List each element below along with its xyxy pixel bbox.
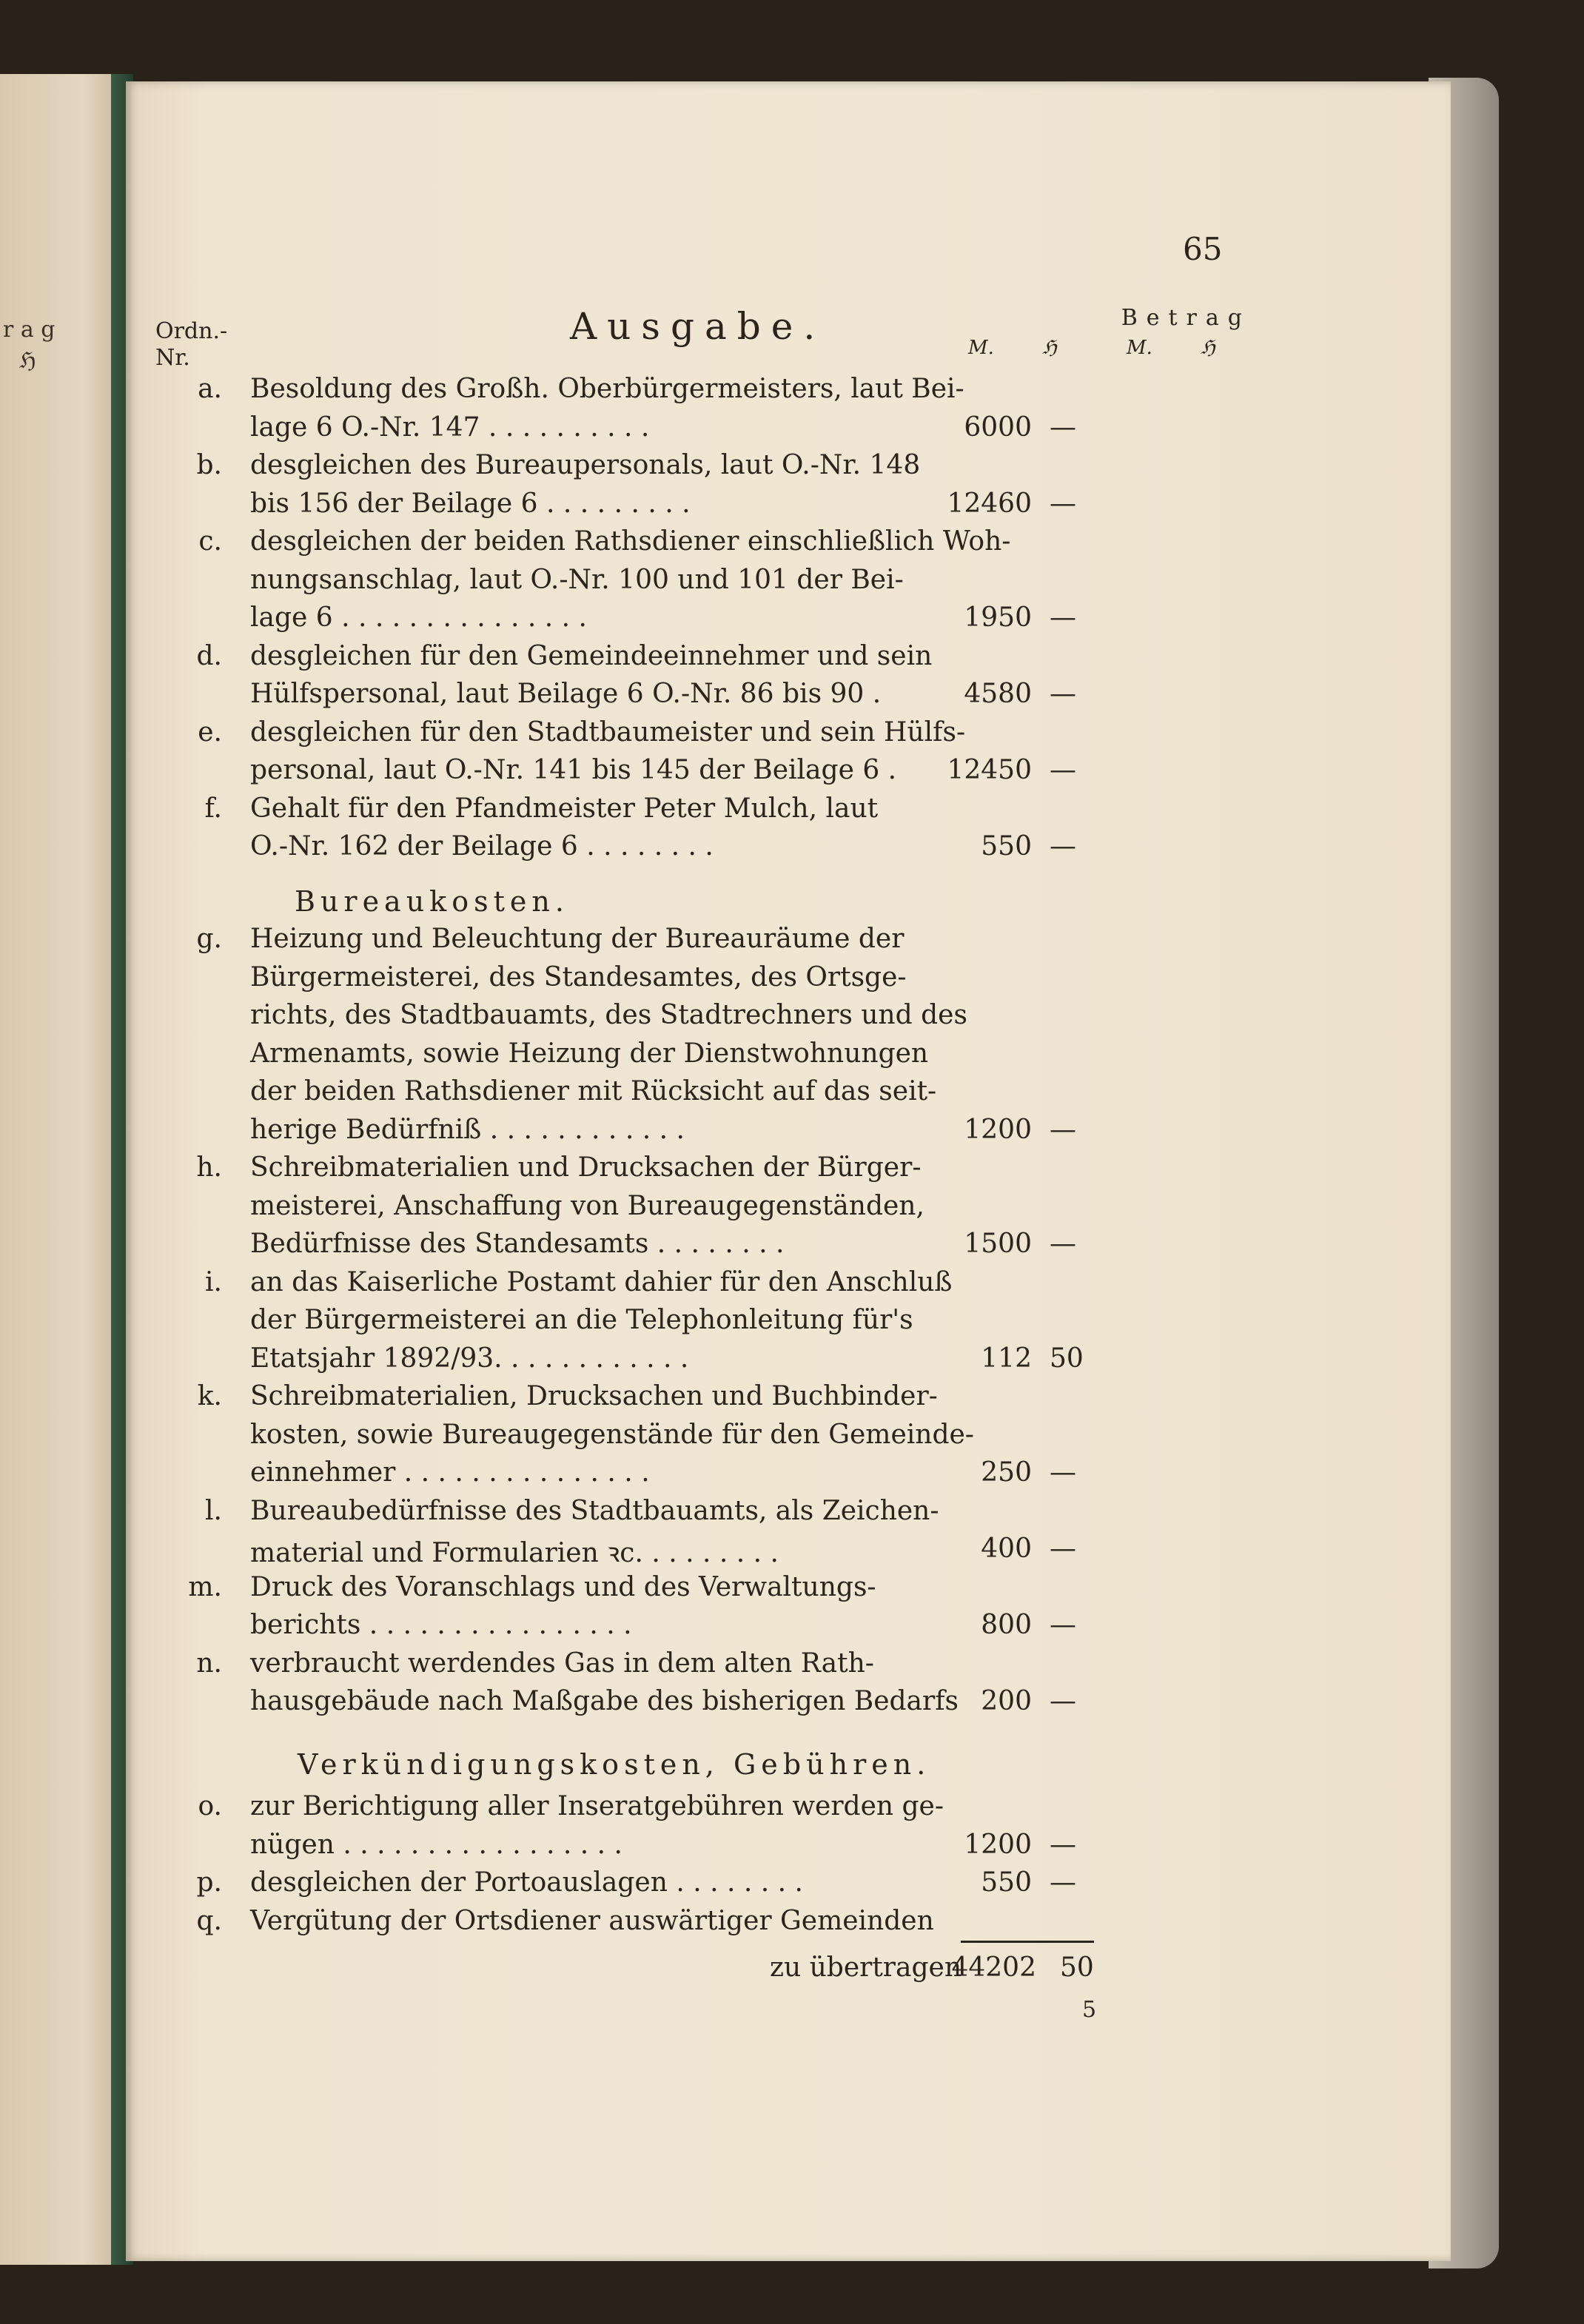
entry-text-line: richts, des Stadtbauamts, des Stadtrechners und des (250, 1000, 967, 1030)
entry-text-line: material und Formularien ꝛc. . . . . . . . . (250, 1538, 779, 1568)
entry-text-line: bis 156 der Beilage 6 . . . . . . . . . (250, 488, 691, 519)
entry-amount-pf: — (1050, 831, 1076, 862)
entry-text-line: desgleichen für den Gemeindeeinnehmer und sein (250, 640, 933, 671)
entry-key: b. (196, 450, 222, 480)
entry-text-line: herige Bedürfniß . . . . . . . . . . . . (250, 1114, 685, 1145)
entry-key: i. (205, 1266, 222, 1297)
entry-key: g. (196, 924, 222, 954)
unit-mark-2: M. (1127, 337, 1152, 359)
carry-mark: 44202 (951, 1952, 1036, 1983)
entry-amount-mark: 550 (981, 1867, 1032, 1898)
entry-amount-pf: — (1050, 1867, 1076, 1898)
entry-text-line: hausgebäude nach Maßgabe des bisherigen Bedarfs (250, 1686, 959, 1716)
column-header-ordn (155, 318, 227, 372)
unit-pf-1: ℌ (1042, 337, 1057, 359)
entry-amount-pf: — (1050, 602, 1076, 633)
entry-key: c. (198, 526, 222, 557)
entry-text-line: Armenamts, sowie Heizung der Dienstwohnungen (250, 1038, 929, 1069)
entry-amount-pf: — (1050, 1114, 1076, 1145)
entry-key: q. (196, 1905, 222, 1936)
entry-amount-pf: — (1050, 1829, 1076, 1860)
entry-text-line: Schreibmaterialien, Drucksachen und Buchbinder- (250, 1381, 938, 1411)
entry-text-line: O.-Nr. 162 der Beilage 6 . . . . . . . . (250, 831, 714, 862)
entry-amount-pf: — (1050, 488, 1076, 519)
entry-text-line: nungsanschlag, laut O.-Nr. 100 und 101 der Bei- (250, 564, 904, 595)
sum-rule (961, 1941, 1094, 1943)
entry-text-line: einnehmer . . . . . . . . . . . . . . . (250, 1457, 650, 1488)
entry-amount-pf: — (1050, 755, 1076, 785)
entry-amount-pf: — (1050, 1686, 1076, 1716)
entry-amount-mark: 200 (981, 1686, 1032, 1716)
entry-amount-mark: 4580 (964, 679, 1032, 709)
entry-text-line: Besoldung des Großh. Oberbürgermeisters, laut Bei- (250, 374, 964, 404)
entry-text-line: desgleichen für den Stadtbaumeister und sein Hülfs- (250, 716, 966, 748)
entry-amount-pf: — (1050, 679, 1076, 709)
entry-key: l. (205, 1495, 222, 1526)
entry-amount-mark: 550 (981, 831, 1032, 862)
entry-text-line: verbraucht werdendes Gas in dem alten Rath- (250, 1648, 874, 1679)
entry-amount-mark: 400 (981, 1534, 1032, 1564)
entry-text-line: desgleichen der Portoauslagen . . . . . . . . (250, 1867, 803, 1898)
entry-text-line: personal, laut O.-Nr. 141 bis 145 der Beilage 6 . (250, 755, 897, 785)
entry-amount-mark: 800 (981, 1610, 1032, 1640)
entry-text-line: Druck des Voranschlags und des Verwaltungs- (250, 1571, 876, 1602)
left-page-text-unit: ℌ (19, 348, 36, 374)
entry-key: f. (204, 793, 222, 824)
entry-key: o. (198, 1791, 222, 1821)
entry-text-line: zur Berichtigung aller Inseratgebühren werden ge- (250, 1791, 944, 1821)
entry-key: m. (188, 1571, 222, 1602)
left-page (0, 74, 118, 2265)
entry-text-line: lage 6 . . . . . . . . . . . . . . . (250, 602, 587, 633)
entry-amount-mark: 6000 (964, 412, 1032, 443)
entry-text-line: Hülfspersonal, laut Beilage 6 O.-Nr. 86 bis 90 . (250, 679, 882, 709)
entry-text-line: Bürgermeisterei, des Standesamtes, des Ortsge- (250, 961, 907, 993)
unit-pf-2: ℌ (1201, 337, 1215, 359)
entry-amount-mark: 1200 (964, 1114, 1032, 1145)
entry-text-line: berichts . . . . . . . . . . . . . . . . (250, 1610, 632, 1640)
entry-text-line: Vergütung der Ortsdiener auswärtiger Gemeinden (250, 1905, 934, 1936)
entry-text-line: desgleichen der beiden Rathsdiener einschließlich Woh- (250, 526, 1011, 557)
entry-amount-mark: 12450 (947, 755, 1032, 785)
entry-text-line: Bureaubedürfnisse des Stadtbauamts, als Zeichen- (250, 1495, 939, 1526)
entry-key: a. (198, 374, 222, 404)
column-header-ordn-line1: Ordn.- (155, 318, 228, 344)
entry-amount-pf: 50 (1050, 1343, 1084, 1374)
entry-amount-pf: — (1050, 1534, 1076, 1564)
left-page-text-betrag: r a g (3, 317, 56, 343)
entry-text-line: Schreibmaterialien und Drucksachen der Bürger- (250, 1152, 922, 1183)
entry-amount-mark: 1500 (964, 1229, 1032, 1259)
entry-text-line: lage 6 O.-Nr. 147 . . . . . . . . . . (250, 412, 650, 443)
entry-text-line: nügen . . . . . . . . . . . . . . . . . (250, 1829, 622, 1860)
entry-amount-mark: 1200 (964, 1829, 1032, 1860)
carry-label: zu übertragen (770, 1952, 962, 1983)
entry-key: k. (197, 1381, 222, 1411)
page-number: 65 (1183, 231, 1223, 267)
entry-amount-pf: — (1050, 1229, 1076, 1259)
section-heading: Ausgabe. (570, 305, 826, 348)
entry-text-line: Bedürfnisse des Standesamts . . . . . . . . (250, 1229, 785, 1259)
entry-amount-pf: — (1050, 1610, 1076, 1640)
entry-text-line: Etatsjahr 1892/93. . . . . . . . . . . . (250, 1343, 689, 1374)
entry-text-line: kosten, sowie Bureaugegenstände für den Gemeinde- (250, 1419, 974, 1450)
section-verkuendigungskosten: Verkündigungskosten, Gebühren. (298, 1748, 931, 1781)
betrag-header: Betrag (1121, 305, 1251, 331)
entry-amount-mark: 250 (981, 1457, 1032, 1488)
entry-key: p. (196, 1867, 222, 1898)
entry-amount-mark: 112 (981, 1343, 1032, 1374)
entry-amount-mark: 1950 (964, 602, 1032, 633)
entry-text-line: Heizung und Beleuchtung der Bureauräume der (250, 924, 905, 954)
entry-key: e. (198, 716, 222, 748)
entry-key: d. (196, 640, 222, 671)
entry-amount-pf: — (1050, 412, 1076, 443)
column-header-ordn-line2: Nr. (155, 345, 190, 371)
entry-text-line: desgleichen des Bureaupersonals, laut O.-Nr. 148 (250, 450, 921, 480)
entry-amount-pf: — (1050, 1457, 1076, 1488)
entry-text-line: der Bürgermeisterei an die Telephonleitung für's (250, 1305, 913, 1335)
entry-text-line: Gehalt für den Pfandmeister Peter Mulch, laut (250, 793, 879, 824)
entry-key: h. (196, 1152, 222, 1183)
signature-mark: 5 (1082, 1997, 1097, 2023)
entry-amount-mark: 12460 (947, 488, 1032, 519)
entry-text-line: der beiden Rathsdiener mit Rücksicht auf das seit- (250, 1076, 937, 1106)
entry-text-line: an das Kaiserliche Postamt dahier für den Anschluß (250, 1266, 953, 1297)
entry-text-line: meisterei, Anschaffung von Bureaugegenständen, (250, 1190, 924, 1221)
section-bureaukosten: Bureaukosten. (295, 885, 569, 918)
entry-key: n. (196, 1648, 222, 1679)
carry-pf: 50 (1060, 1952, 1094, 1983)
unit-mark-1: M. (968, 337, 994, 359)
